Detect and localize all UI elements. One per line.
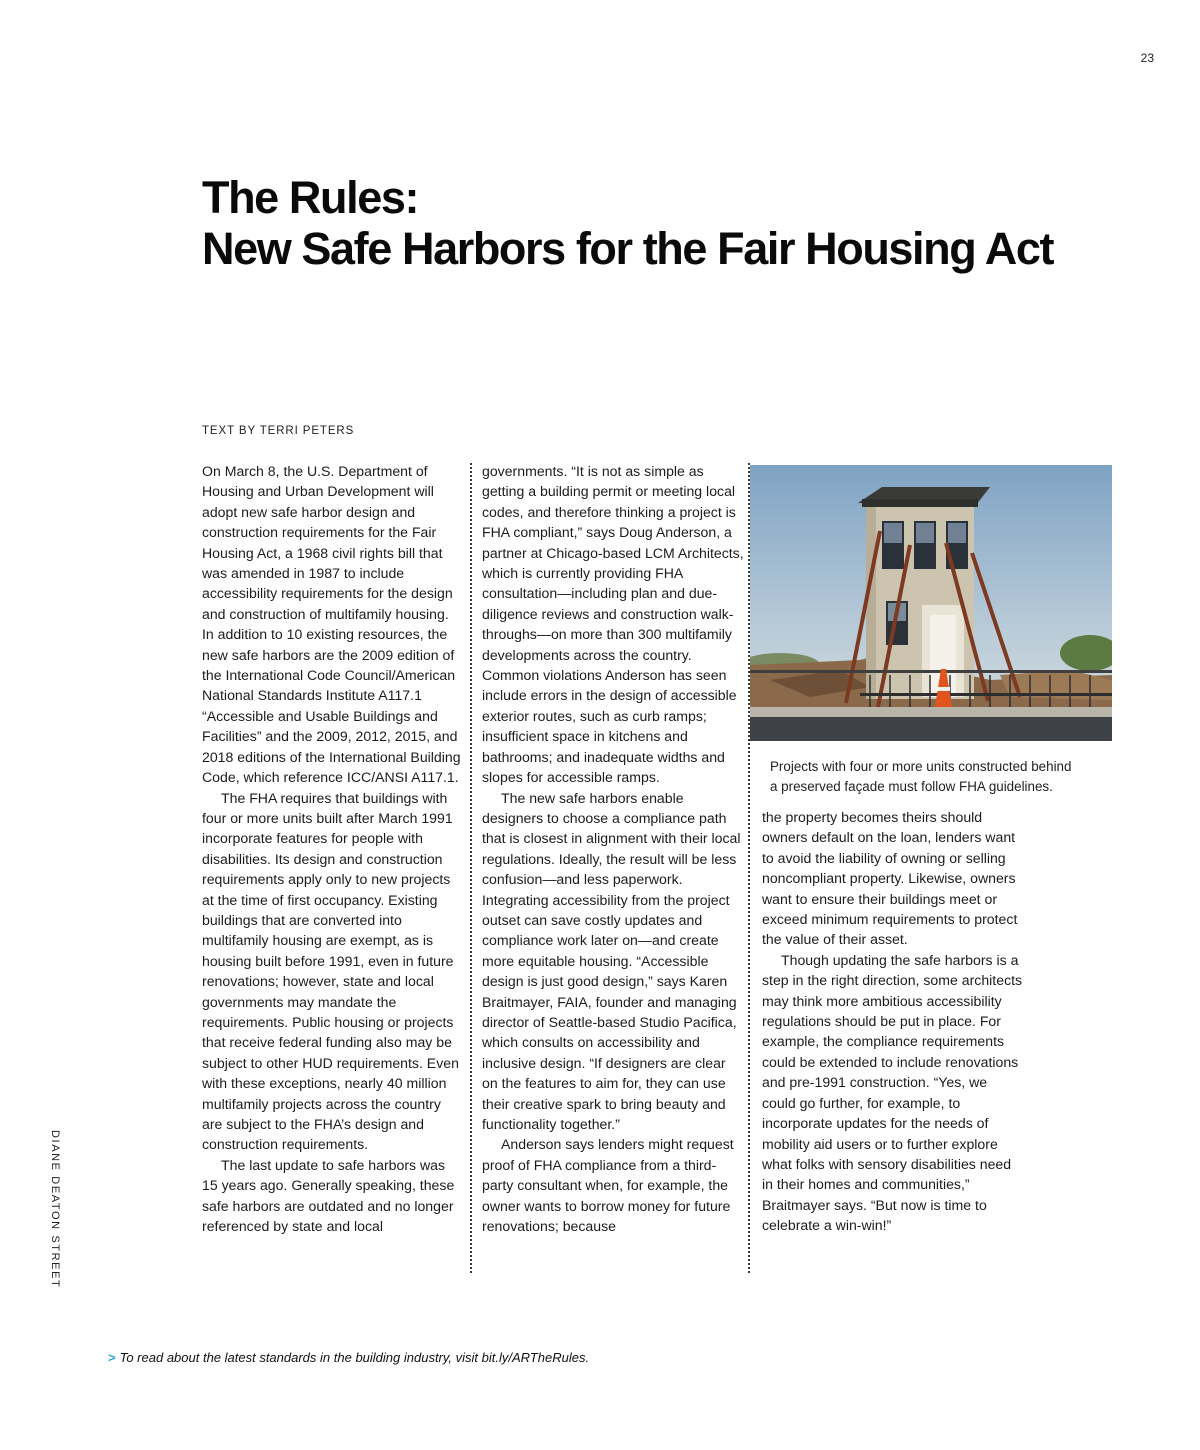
text-column-2	[482, 461, 744, 1236]
page-number: 23	[1140, 51, 1154, 65]
article-title	[202, 172, 1053, 274]
arrow-icon: >	[108, 1350, 116, 1365]
caption-line-1: Projects with four or more units constructed behind	[770, 759, 1072, 774]
text-column-3	[762, 807, 1024, 1236]
footer-note	[108, 1350, 589, 1365]
paragraph: Anderson says lenders might request proof of FHA compliance from a third-party consultant when, for example, the owner wants to borrow money for future renovations; because	[482, 1136, 734, 1235]
caption-line-2: a preserved façade must follow FHA guidelines.	[770, 779, 1053, 794]
building-facade-photo	[750, 465, 1112, 741]
paragraph: On March 8, the U.S. Department of Housing and Urban Development will adopt new safe harbor design and construction requirements for the Fair Housing Act, a 1968 civil rights bill that was amended in 1987 to include accessibility requirements for the design and construction of multifamily housing. In addition to 10 existing resources, the new safe harbors are the 2009 edition of the International Code Council/American National Standards Institute A117.1 “Accessible and Usable Buildings and Facilities” and the 2009, 2012, 2015, and 2018 editions of the International Building Code, which reference ICC/ANSI A117.1.	[202, 463, 461, 786]
text-column-1	[202, 461, 464, 1236]
byline: TEXT BY TERRI PETERS	[202, 425, 355, 437]
title-line-1: The Rules:	[202, 172, 419, 223]
photographer-credit: DIANE DEATON STREET	[49, 1130, 61, 1289]
photo-caption	[770, 757, 1110, 797]
footer-text: To read about the latest standards in the building industry, visit bit.ly/ARTheRules.	[119, 1350, 590, 1365]
title-line-2: New Safe Harbors for the Fair Housing Act	[202, 223, 1054, 274]
paragraph: Though updating the safe harbors is a step in the right direction, some architects may think more ambitious accessibility regulations should be put in place. For example, the compliance requirements could be extended to include renovations and pre-1991 construction. “Yes, we could go further, for example, to incorporate updates for the needs of mobility aid users or to further explore what folks with sensory disabilities need in their homes and communities,” Braitmayer says. “But now is time to celebrate a win-win!”	[762, 951, 1023, 1234]
paragraph: the property becomes theirs should owners default on the loan, lenders want to avoid the liability of owning or selling noncompliant property. Likewise, owners want to ensure their buildings meet or exceed minimum requirements to protect the value of their asset.	[762, 809, 1018, 948]
paragraph: The last update to safe harbors was 15 years ago. Generally speaking, these safe harbors are outdated and no longer referenced by state and local	[202, 1156, 455, 1235]
paragraph: governments. “It is not as simple as getting a building permit or meeting local codes, and therefore thinking a project is FHA compliant,” says Doug Anderson, a partner at Chicago-based LCM Architects, which is currently providing FHA consultation—including plan and due-diligence reviews and construction walk-throughs—on more than 300 multifamily developments across the country. Common violations Anderson has seen include errors in the design of accessible exterior routes, such as curb ramps; insufficient space in kitchens and bathrooms; and inadequate widths and slopes for accessible ramps.	[482, 463, 744, 786]
paragraph: The new safe harbors enable designers to choose a compliance path that is closest in alignment with their local regulations. Ideally, the result will be less confusion—and less paperwork. Integrating accessibility from the project outset can save costly updates and compliance work later on—and create more equitable housing. “Accessible design is just good design,” says Karen Braitmayer, FAIA, founder and managing director of Seattle-based Studio Pacifica, which consults on accessibility and inclusive design. “If designers are clear on the features to aim for, they can use their creative spark to bring beauty and functionality together.”	[482, 789, 741, 1132]
paragraph: The FHA requires that buildings with four or more units built after March 1991 incorporate features for people with disabilities. Its design and construction requirements apply only to new projects at the time of first occupancy. Existing buildings that are converted into multifamily housing are exempt, as is housing built before 1991, even in future renovations; however, state and local governments may mandate the requirements. Public housing or projects that receive federal funding also may be subject to other HUD requirements. Even with these exceptions, nearly 40 million multifamily projects across the country are subject to the FHA’s design and construction requirements.	[202, 789, 459, 1153]
column-divider	[470, 463, 472, 1273]
